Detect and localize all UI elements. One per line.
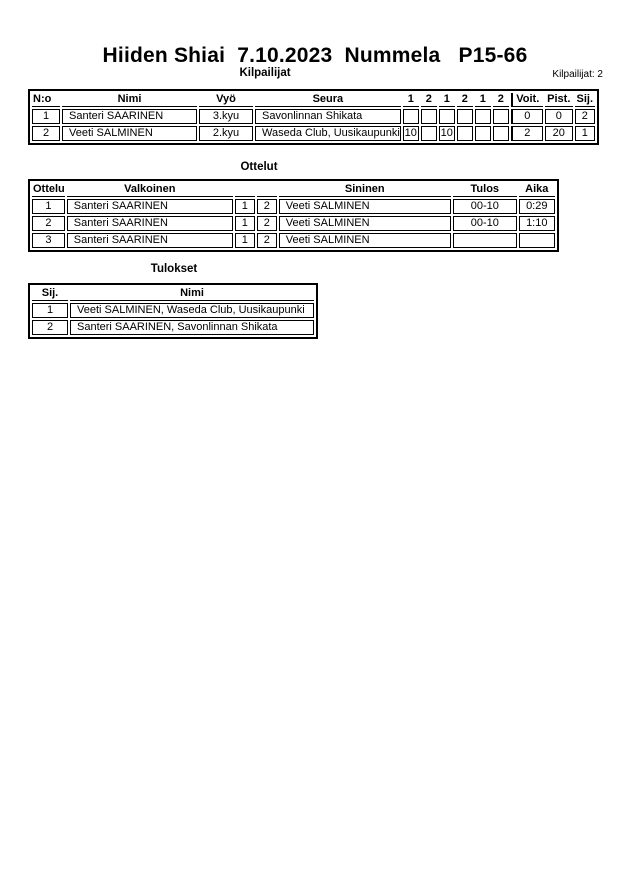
cell-white-name: Santeri SAARINEN — [67, 199, 233, 214]
matches-section-title: Ottelut — [240, 161, 278, 173]
competitors-section-title: Kilpailijat — [239, 67, 291, 79]
cell-name: Veeti SALMINEN, Waseda Club, Uusikaupunki — [70, 303, 314, 318]
col-header-score5: 1 — [475, 93, 491, 107]
cell-points: 20 — [545, 126, 573, 141]
cell-blue-num: 2 — [257, 233, 277, 248]
col-header-score3: 1 — [439, 93, 455, 107]
cell-time — [519, 233, 555, 248]
col-header-score4: 2 — [457, 93, 473, 107]
col-header-no: N:o — [32, 93, 60, 107]
col-header-sininen: Sininen — [279, 183, 451, 197]
cell-time: 1:10 — [519, 216, 555, 231]
cell-blue-name: Veeti SALMINEN — [279, 233, 451, 248]
cell-result — [453, 233, 517, 248]
col-header-sij: Sij. — [576, 93, 594, 105]
match-row — [32, 199, 555, 214]
cell-score5 — [475, 109, 491, 124]
col-header-seura: Seura — [255, 93, 401, 107]
cell-blue-name: Veeti SALMINEN — [279, 199, 451, 214]
cell-club: Waseda Club, Uusikaupunki — [255, 126, 401, 141]
cell-club: Savonlinnan Shikata — [255, 109, 401, 124]
col-header-score6: 2 — [493, 93, 509, 107]
cell-name: Veeti SALMINEN — [62, 126, 197, 141]
matches-header-row — [32, 183, 555, 197]
cell-score1: 10 — [404, 127, 417, 139]
cell-no: 2 — [32, 126, 60, 141]
col-header-score1: 1 — [403, 93, 419, 107]
cell-score2 — [421, 109, 437, 124]
col-header-score2: 2 — [421, 93, 437, 107]
results-table — [28, 283, 318, 339]
cell-name: Santeri SAARINEN, Savonlinnan Shikata — [70, 320, 314, 335]
cell-belt: 2.kyu — [199, 126, 253, 141]
cell-score4 — [457, 109, 473, 124]
col-header-valkoinen: Valkoinen — [67, 183, 233, 197]
col-header-nimi: Nimi — [70, 287, 314, 301]
cell-belt: 3.kyu — [199, 109, 253, 124]
competitors-count: Kilpailijat: 2 — [552, 69, 603, 80]
cell-score6 — [493, 126, 509, 141]
match-row — [32, 216, 555, 231]
cell-blue-num: 2 — [257, 199, 277, 214]
cell-score2 — [421, 126, 437, 141]
page-title: Hiiden Shiai 7.10.2023 Nummela P15-66 — [102, 44, 528, 67]
cell-match-no: 3 — [32, 233, 65, 248]
col-header-aika: Aika — [519, 183, 555, 197]
cell-result: 00-10 — [453, 216, 517, 231]
cell-no: 1 — [32, 109, 60, 124]
cell-white-num: 1 — [235, 216, 255, 231]
cell-place: 1 — [32, 303, 68, 318]
cell-blue-name: Veeti SALMINEN — [279, 216, 451, 231]
col-header-ottelu: Ottelu — [33, 183, 65, 195]
cell-score3: 10 — [440, 127, 453, 139]
results-header-row — [32, 287, 314, 301]
match-row — [32, 233, 555, 248]
cell-score5 — [475, 126, 491, 141]
col-header-voit: Voit. — [511, 93, 543, 107]
cell-time: 0:29 — [519, 199, 555, 214]
col-header-vyo: Vyö — [199, 93, 253, 107]
cell-white-num: 1 — [235, 199, 255, 214]
cell-white-num: 1 — [235, 233, 255, 248]
cell-match-no: 2 — [32, 216, 65, 231]
col-header-white-num — [235, 183, 255, 197]
cell-points: 0 — [545, 109, 573, 124]
competitors-header-row — [32, 93, 595, 107]
cell-white-name: Santeri SAARINEN — [67, 233, 233, 248]
competitor-row — [32, 126, 595, 141]
cell-name: Santeri SAARINEN — [62, 109, 197, 124]
cell-place: 2 — [32, 320, 68, 335]
col-header-blue-num — [257, 183, 277, 197]
col-header-pist: Pist. — [545, 93, 573, 107]
cell-blue-num: 2 — [257, 216, 277, 231]
cell-wins: 0 — [511, 109, 543, 124]
col-header-tulos: Tulos — [453, 183, 517, 197]
cell-wins: 2 — [511, 126, 543, 141]
matches-table — [28, 179, 559, 252]
cell-score3 — [439, 109, 455, 124]
cell-white-name: Santeri SAARINEN — [67, 216, 233, 231]
cell-score1 — [403, 109, 419, 124]
competitors-table — [28, 89, 599, 145]
cell-match-no: 1 — [32, 199, 65, 214]
results-section-title: Tulokset — [150, 263, 198, 275]
cell-score6 — [493, 109, 509, 124]
cell-place: 1 — [575, 126, 595, 141]
cell-result: 00-10 — [453, 199, 517, 214]
col-header-sij: Sij. — [32, 287, 68, 301]
competitor-row — [32, 109, 595, 124]
cell-place: 2 — [575, 109, 595, 124]
result-row — [32, 303, 314, 318]
cell-score4 — [457, 126, 473, 141]
col-header-nimi: Nimi — [62, 93, 197, 107]
result-row — [32, 320, 314, 335]
